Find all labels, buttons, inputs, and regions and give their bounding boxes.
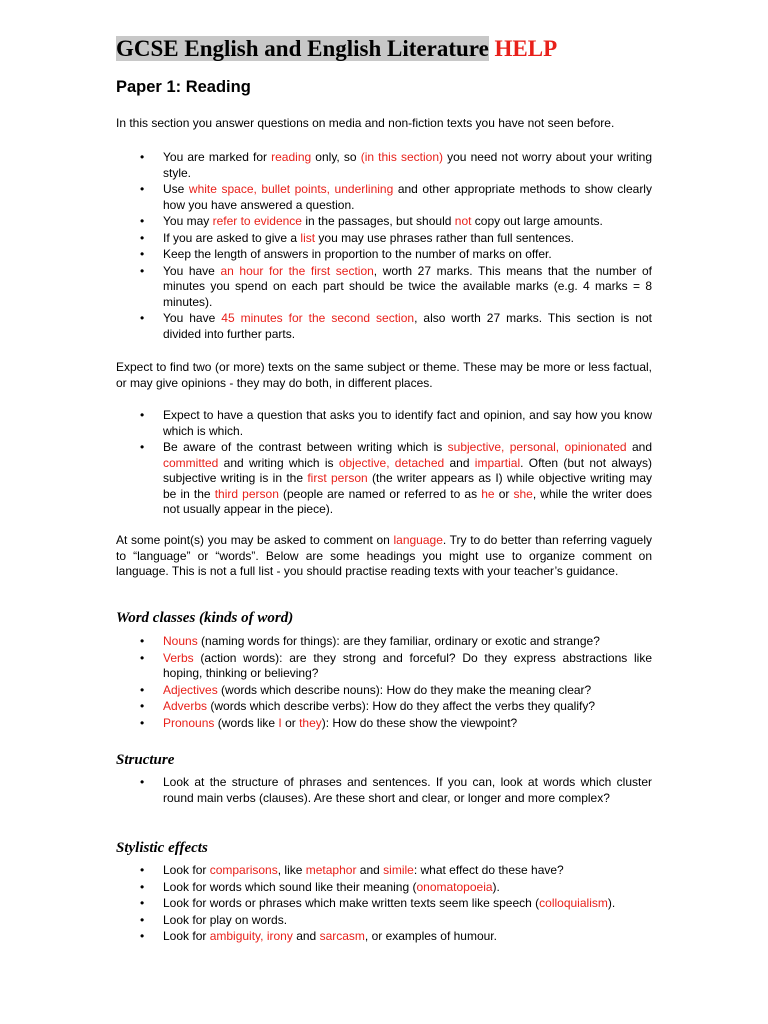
highlighted-text: Adverbs: [163, 699, 208, 713]
highlighted-text: not: [454, 214, 472, 228]
highlighted-text: ambiguity, irony: [209, 929, 293, 943]
fact-opinion-list: [116, 408, 652, 519]
highlighted-text: an hour for the first section: [220, 263, 374, 278]
highlighted-text: subjective, personal, opinionated: [447, 440, 627, 454]
document-title: [116, 34, 557, 62]
list-item: [116, 634, 652, 650]
list-item: [116, 699, 652, 715]
intro-paragraph: In this section you answer questions on media and non-fiction texts you have not seen before.: [116, 116, 615, 130]
texts-paragraph: Expect to find two (or more) texts on the same subject or theme. These may be more or less factual, or may give opinions - they may do both, in different places.: [116, 360, 652, 390]
text-run: (words which describe nouns): How do they make the meaning clear?: [217, 682, 592, 697]
text-run: Look for words or phrases which make written texts seem like speech (: [163, 896, 540, 910]
text-run: and: [626, 440, 652, 454]
highlighted-text: 45 minutes for the second section: [221, 311, 415, 325]
text-run: ): How do these show the viewpoint?: [321, 715, 518, 730]
list-item: [116, 247, 652, 263]
language-paragraph: [116, 533, 652, 580]
text-run: and: [444, 455, 475, 470]
highlighted-text: Adjectives: [163, 682, 218, 697]
text-run: and other appropriate methods to show clearly how you have answered a question.: [163, 182, 652, 212]
list-item: [116, 880, 652, 896]
list-item: [116, 182, 652, 213]
list-item: [116, 863, 652, 879]
highlighted-text: white space, bullet points, underlining: [188, 182, 394, 196]
highlighted-text: Verbs: [163, 650, 194, 665]
text-run: and writing which is: [218, 455, 339, 470]
list-item: [116, 683, 652, 699]
highlighted-text: sarcasm: [319, 929, 365, 943]
highlighted-text: she: [513, 486, 533, 501]
text-run: Be aware of the contrast between writing which is: [163, 440, 448, 454]
text-run: If you are asked to give a: [163, 230, 301, 245]
text-run: , while the writer does not usually appear in the piece).: [163, 486, 653, 516]
text-run: . Often (but not always) subjective writing is in the: [163, 455, 652, 485]
highlighted-text: refer to evidence: [212, 214, 302, 228]
highlighted-text: he: [481, 486, 495, 501]
list-item: [116, 651, 652, 682]
text-run: and: [292, 929, 320, 943]
highlighted-text: impartial: [474, 455, 521, 470]
highlighted-text: objective, detached: [338, 455, 445, 470]
highlighted-text: simile: [383, 863, 414, 877]
text-run: , like: [277, 863, 306, 877]
stylistic-effects-list: [116, 863, 652, 946]
text-run: , also worth 27 marks. This section is not divided into further parts.: [163, 311, 652, 341]
text-run: Look for words which sound like their meaning (: [163, 879, 417, 894]
list-item: [116, 311, 652, 342]
text-run: At some point(s) you may be asked to comment on: [116, 533, 394, 547]
text-run: . Try to do better than referring vaguely to “language” or “words”. Below are some headings you might use to organize comment on language. This is not a full list - you should practise reading texts with your teacher’s guidance.: [116, 533, 653, 578]
text-run: (words like: [214, 715, 279, 730]
highlighted-text: Nouns: [163, 634, 198, 648]
highlighted-text: first person: [307, 471, 368, 485]
text-run: Keep the length of answers in proportion to the number of marks on offer.: [163, 247, 552, 261]
text-run: Look for play on words.: [163, 912, 288, 927]
text-run: or: [494, 486, 514, 501]
text-run: and: [356, 863, 384, 877]
text-run: , worth 27 marks. This means that the number of minutes you spend on each part should be twice the available marks (e.g. 4 marks = 8 minutes).: [163, 263, 652, 309]
highlighted-text: Pronouns: [163, 715, 215, 730]
text-run: : what effect do these have?: [413, 863, 564, 877]
text-run: (naming words for things): are they familiar, ordinary or exotic and strange?: [197, 634, 600, 648]
highlighted-text: committed: [163, 455, 219, 470]
highlighted-text: they: [299, 715, 322, 730]
text-run: you may use phrases rather than full sentences.: [315, 230, 574, 245]
list-item: [116, 775, 652, 806]
text-run: You may: [163, 214, 213, 228]
list-item: [116, 913, 652, 929]
text-run: Use: [163, 182, 189, 196]
text-run: (action words): are they strong and forceful? Do they express abstractions like hoping, thinking or believing?: [163, 650, 652, 680]
highlighted-text: comparisons: [209, 863, 278, 877]
list-item: [116, 408, 652, 439]
list-item: [116, 150, 652, 181]
text-run: in the passages, but should: [301, 214, 455, 228]
highlighted-text: language: [393, 533, 443, 547]
list-item: [116, 896, 652, 912]
title-main: GCSE English and English Literature: [116, 36, 489, 61]
title-help: HELP: [494, 36, 558, 61]
text-run: (the writer appears as I) while objective writing may be in the: [163, 471, 652, 501]
text-run: Look at the structure of phrases and sentences. If you can, look at words which cluster round main verbs (clauses). Are these short and clear, or longer and more complex?: [163, 775, 652, 805]
paper-heading: Paper 1: Reading: [116, 78, 251, 96]
text-run: ).: [607, 896, 616, 910]
text-run: Look for: [163, 863, 210, 877]
text-run: You have: [163, 263, 221, 278]
highlighted-text: (in this section): [360, 150, 443, 164]
word-classes-heading: Word classes (kinds of word): [116, 610, 294, 626]
text-run: (people are named or referred to as: [278, 486, 482, 501]
text-run: copy out large amounts.: [471, 214, 603, 228]
text-run: Look for: [163, 929, 210, 943]
text-run: , or examples of humour.: [364, 929, 497, 943]
highlighted-text: I: [278, 715, 282, 730]
text-run: you need not worry about your writing style.: [163, 150, 653, 180]
highlighted-text: reading: [271, 150, 312, 164]
highlighted-text: metaphor: [305, 863, 357, 877]
text-run: You have: [163, 311, 222, 325]
stylistic-effects-heading: Stylistic effects: [116, 840, 208, 856]
text-run: ).: [492, 879, 500, 894]
structure-heading: Structure: [116, 752, 175, 768]
word-classes-list: [116, 634, 652, 732]
structure-list: [116, 775, 652, 807]
text-run: You are marked for: [163, 150, 272, 164]
reading-tips-list: [116, 150, 652, 343]
list-item: [116, 214, 652, 230]
text-run: or: [281, 715, 300, 730]
highlighted-text: third person: [214, 486, 279, 501]
highlighted-text: list: [300, 230, 316, 245]
highlighted-text: onomatopoeia: [416, 879, 493, 894]
list-item: [116, 440, 652, 518]
list-item: [116, 264, 652, 311]
text-run: only, so: [311, 150, 361, 164]
list-item: [116, 716, 652, 732]
text-run: (words which describe verbs): How do they affect the verbs they qualify?: [207, 699, 595, 713]
list-item: [116, 929, 652, 945]
list-item: [116, 231, 652, 247]
highlighted-text: colloquialism: [539, 896, 608, 910]
text-run: Expect to have a question that asks you to identify fact and opinion, and say how you know which is which.: [163, 408, 652, 438]
